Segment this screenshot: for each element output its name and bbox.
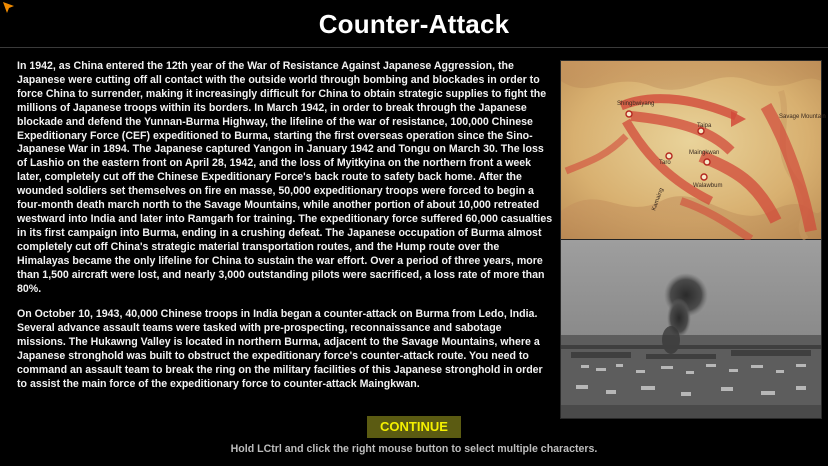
map-label: Taipa: [697, 123, 712, 129]
archive-photo: [561, 240, 821, 418]
control-hint: Hold LCtrl and click the right mouse button to select multiple characters.: [230, 443, 598, 455]
continue-button[interactable]: CONTINUE: [367, 416, 461, 438]
map-label: Shingbwiyang: [617, 101, 655, 107]
map-label: Taro: [659, 160, 671, 166]
page-title: Counter-Attack: [318, 9, 510, 39]
map-label: Kamaing: [651, 187, 665, 212]
map-label: Savage Mountain: [779, 114, 826, 120]
title-divider: [0, 47, 828, 48]
map-label: Maingkwan: [689, 150, 720, 156]
briefing-paragraph: On October 10, 1943, 40,000 Chinese troops in India began a counter-attack on Burma from Ledo, India. Several advance assault teams were tasked with pre-prospecting, reconnaissance and sabotage missions. The Hukawng Valley is located in northern Burma, adjacent to the Savage Mountains, where a Japanese stronghold was built to obstruct the expeditionary force's counter-attack route. You need to command an assault team to break the ring on the military facilities of this Japanese stronghold in order to assist the main force of the expeditionary force to counter-attack Maingkwan.: [17, 308, 543, 390]
map-label: Walawbum: [693, 183, 723, 189]
briefing-text: [17, 60, 553, 404]
mission-media-panel: [560, 60, 826, 419]
briefing-paragraph: In 1942, as China entered the 12th year of the War of Resistance Against Japanese Aggression, the Japanese were cutting off all contact with the outside world through bombing and blockades in order to force China to surrender, making it increasingly difficult for China to obtain strategic supplies to fight the millions of Japanese troops within its borders. In March 1942, in order to break through the Japanese blockade and defend the Yunnan-Burma Highway, the lifeline of the war of resistance, 100,000 Chinese Expeditionary Force (CEF) expeditioned to Burma, starting the first overseas operation since the Sino-Japanese War in 1894. The Japanese captured Yangon in January 1942 and Tongu on March 30. The loss of Lashio on the eastern front on April 28, 1942, and the loss of Myitkyina on the northern front a week later, completely cut off the Chinese Expeditionary Force's back route to safety back home. After the wounded soldiers set themselves on fire en masse, 50,000 expeditionary troops were forced to begin a four-month death march north to the Savage Mountains, while another portion of about 10,000 retreated westward into India and later into Ramgarh for training. The expeditionary force suffered 60,000 casualties in its first campaign into Burma, ending in a crushing defeat. The Japanese occupation of Burma almost completely cut off China's strategic material transportation routes, and the Hump route over the Himalayas became the only lifeline for China to sustain the war effort. Over a period of three years, more than 1,500 aircraft were lost, and nearly 3,000 outstanding pilots were sacrificed, a loss rate of more than 80%.: [17, 60, 553, 295]
campaign-map: [561, 61, 826, 239]
